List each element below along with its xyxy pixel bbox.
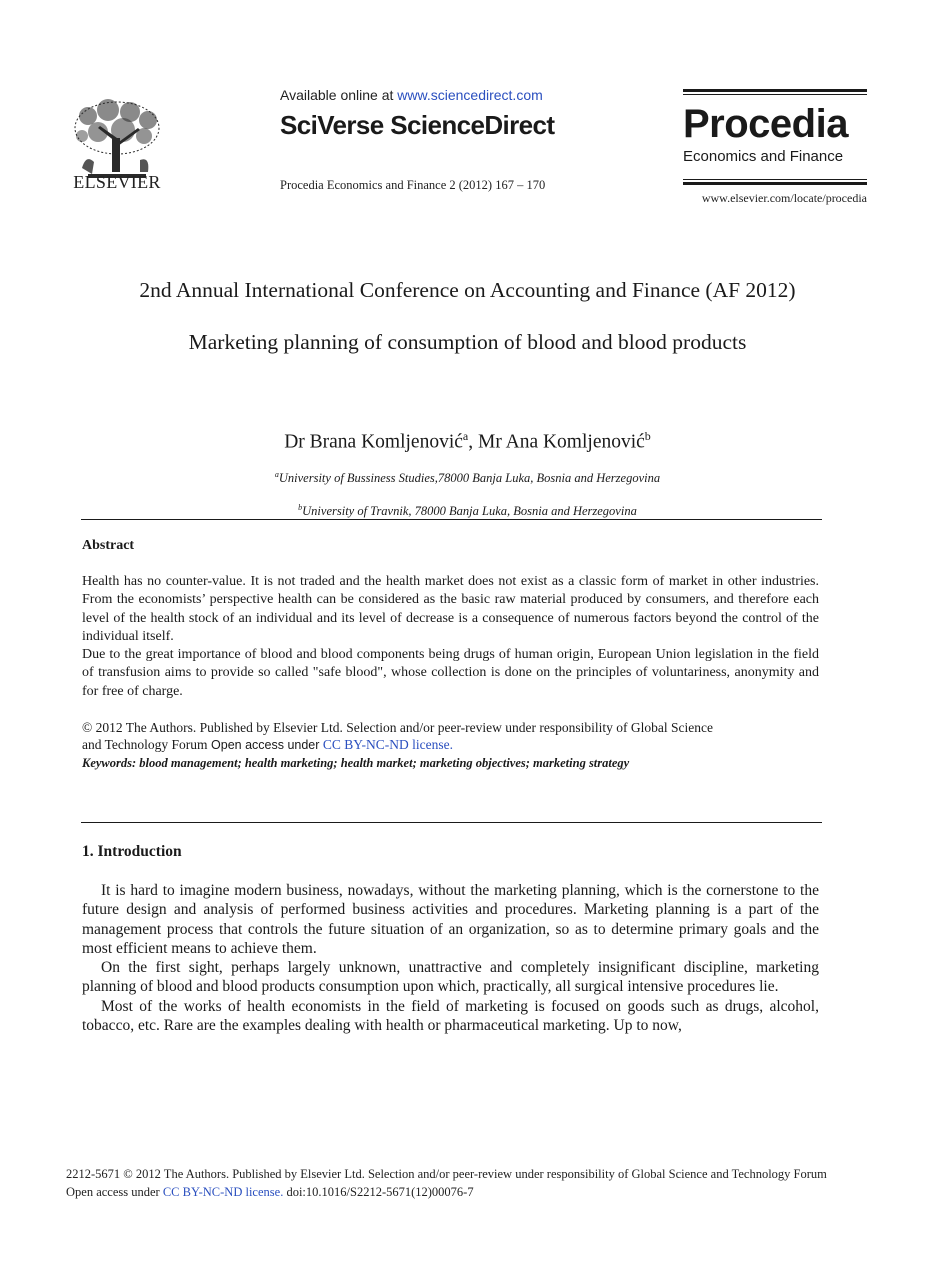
journal-name: Procedia — [683, 102, 848, 146]
journal-reference: Procedia Economics and Finance 2 (2012) 167 – 170 — [280, 178, 546, 192]
conference-name: 2nd Annual International Conference on Accounting and Finance (AF 2012) — [139, 278, 796, 302]
open-access-label: Open access under — [207, 738, 323, 752]
keywords-line — [82, 756, 629, 771]
section-heading-introduction: 1. Introduction — [82, 843, 182, 860]
footer-open-access-label: Open access under — [66, 1185, 163, 1199]
masthead-rule-top — [683, 89, 867, 92]
license-link[interactable]: CC BY-NC-ND license. — [322, 737, 454, 752]
author-b: Mr Ana Komljenović — [477, 431, 645, 453]
author-list — [0, 429, 935, 454]
footer-license-link[interactable]: CC BY-NC-ND license. — [162, 1185, 284, 1199]
copyright-notice — [82, 719, 819, 754]
journal-subtitle: Economics and Finance — [683, 148, 844, 165]
abstract-paragraph-1: Health has no counter-value. It is not traded and the health market does not exist as a classic form of market in other industries. From the economists’ perspective health can be considered as the basic raw material produced by consumers, and therefore each level of the health stock of an individual and its level of decrease is a consequence of numerous factors beyond the control of the individual itself. — [82, 574, 819, 644]
available-prefix: Available online at — [280, 87, 398, 103]
journal-url[interactable]: www.elsevier.com/locate/procedia — [701, 191, 867, 205]
author-a-superscript: a — [462, 429, 469, 443]
affiliation-a-text: University of Bussiness Studies,78000 Banja Luka, Bosnia and Herzegovina — [278, 471, 661, 486]
abstract-heading: Abstract — [82, 538, 135, 553]
footer-copyright: 2212-5671 © 2012 The Authors. Published by Elsevier Ltd. Selection and/or peer-review under responsibility of Global Science and Technology Forum — [66, 1167, 827, 1181]
affiliation-a — [0, 470, 935, 486]
paper-title: Marketing planning of consumption of blood and blood products — [188, 330, 747, 354]
affiliation-b — [0, 503, 935, 519]
keywords-list: blood management; health marketing; health market; marketing objectives; marketing strategy — [136, 756, 630, 770]
intro-paragraph-2: On the first sight, perhaps largely unknown, unattractive and completely insignificant discipline, marketing planning of blood and blood products consumption upon which, practically, all surgical intensive procedures lie. — [82, 959, 819, 996]
copyright-line-1: © 2012 The Authors. Published by Elsevier Ltd. Selection and/or peer-review under responsibility of Global Science — [82, 720, 713, 735]
intro-paragraph-3: Most of the works of health economists in the field of marketing is focused on goods such as drugs, alcohol, tobacco, etc. Rare are the examples dealing with health or pharmaceutical marketing. Up to now, — [82, 997, 819, 1035]
masthead-rule-bottom-thin — [683, 179, 867, 180]
masthead-rule-top-thin — [683, 94, 867, 95]
procedia-masthead — [683, 89, 867, 185]
affiliation-b-text: University of Travnik, 78000 Banja Luka, Bosnia and Herzegovina — [302, 504, 637, 519]
author-b-superscript: b — [644, 429, 651, 443]
abstract-paragraph-2: Due to the great importance of blood and blood components being drugs of human origin, European Union legislation in the field of transfusion aims to provide so called "safe blood", whose collection is done on the principles of voluntariness, anonymity and for free of charge. — [82, 647, 819, 699]
author-a: Dr Brana Komljenović — [284, 431, 463, 453]
footer-doi: doi:10.1016/S2212-5671(12)00076-7 — [283, 1185, 474, 1199]
sciverse-sciencedirect-logo: SciVerse ScienceDirect — [280, 110, 555, 140]
intro-paragraph-1: It is hard to imagine modern business, nowadays, without the marketing planning, which is the cornerstone to the future design and analysis of performed business activities and procedures. Marketing planning is a part of the management process that controls the future situation of an organization, so as to determine primary goals and the most efficient means to achieve them. — [82, 882, 819, 957]
keywords-label: Keywords: — [82, 756, 137, 770]
copyright-line-2: and Technology Forum — [82, 737, 208, 752]
introduction-body — [82, 881, 819, 1035]
divider-bottom — [81, 822, 822, 823]
masthead-rule-bottom — [683, 182, 867, 185]
affiliation-a-superscript: a — [274, 470, 279, 479]
available-online-line — [280, 87, 543, 103]
elsevier-wordmark: ELSEVIER — [73, 172, 161, 192]
affiliation-b-superscript: b — [298, 503, 303, 512]
footer-license-doi — [66, 1185, 474, 1200]
divider-top — [81, 519, 822, 520]
abstract-body — [82, 573, 819, 701]
author-separator: , — [468, 431, 478, 453]
sciencedirect-link[interactable]: www.sciencedirect.com — [397, 87, 543, 103]
